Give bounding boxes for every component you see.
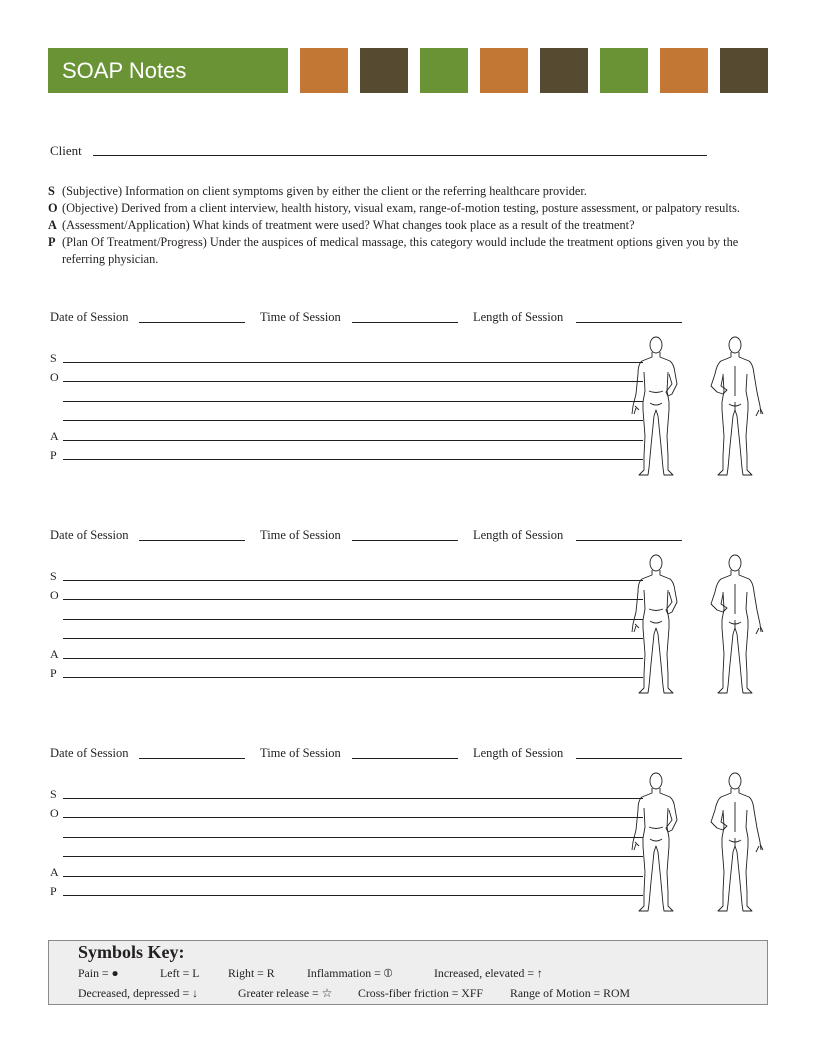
objective-line[interactable] [63,837,643,838]
header-color-square [420,48,468,93]
key-greater-release: Greater release = ☆ [238,986,333,1000]
header-color-square [360,48,408,93]
length-of-session-label: Length of Session [473,310,564,324]
client-label: Client [50,143,82,158]
front-body-outline-icon [630,772,682,919]
objective-line[interactable] [63,638,643,639]
header-color-square [480,48,528,93]
date-of-session-label: Date of Session [50,310,129,324]
objective-line[interactable] [63,817,643,818]
assessment-letter: A [50,429,59,443]
assessment-line[interactable] [63,658,643,659]
objective-letter: O [50,370,59,384]
definition-p: P (Plan Of Treatment/Progress) Under the auspices of medical massage, this category would include the treatment options given you by the referring physician. [48,235,739,266]
objective-line[interactable] [63,599,643,600]
date-of-session-field[interactable] [139,758,245,759]
objective-line[interactable] [63,401,643,402]
front-body-outline-icon [630,554,682,701]
objective-letter: O [50,806,59,820]
client-field[interactable] [93,155,707,156]
definition-o: O (Objective) Derived from a client interview, health history, visual exam, range-of-motion testing, posture assessment, or palpatory results. [48,201,740,215]
header-color-square [720,48,768,93]
key-range-of-motion: Range of Motion = ROM [510,986,631,1000]
length-of-session-field[interactable] [576,540,682,541]
subjective-letter: S [50,569,57,583]
key-left: Left = L [160,966,200,980]
objective-line[interactable] [63,619,643,620]
objective-letter: O [50,588,59,602]
key-cross-fiber-friction: Cross-fiber friction = XFF [358,986,483,1000]
subjective-line[interactable] [63,580,643,581]
page-title: SOAP Notes [48,48,288,93]
objective-line[interactable] [63,381,643,382]
header-color-square [300,48,348,93]
length-of-session-label: Length of Session [473,528,564,542]
key-inflammation: Inflammation = ⦶ [307,966,393,980]
time-of-session-field[interactable] [352,322,458,323]
assessment-line[interactable] [63,876,643,877]
subjective-line[interactable] [63,798,643,799]
assessment-letter: A [50,865,59,879]
time-of-session-label: Time of Session [260,528,341,542]
plan-line[interactable] [63,895,643,896]
time-of-session-field[interactable] [352,540,458,541]
back-body-outline-icon [705,772,765,919]
plan-letter: P [50,666,57,680]
key-increased: Increased, elevated = ↑ [434,966,543,980]
objective-line[interactable] [63,420,643,421]
date-of-session-label: Date of Session [50,528,129,542]
time-of-session-label: Time of Session [260,746,341,760]
length-of-session-label: Length of Session [473,746,564,760]
date-of-session-field[interactable] [139,540,245,541]
subjective-letter: S [50,351,57,365]
length-of-session-field[interactable] [576,758,682,759]
soap-definitions [48,183,760,268]
front-body-outline-icon [630,336,682,483]
assessment-line[interactable] [63,440,643,441]
header-color-square [540,48,588,93]
key-pain: Pain = ● [78,966,119,980]
key-decreased: Decreased, depressed = ↓ [78,986,198,1000]
plan-letter: P [50,884,57,898]
header-color-square [600,48,648,93]
symbols-key-title: Symbols Key: [78,942,185,962]
back-body-outline-icon [705,336,765,483]
key-right: Right = R [228,966,275,980]
objective-line[interactable] [63,856,643,857]
definition-a: A (Assessment/Application) What kinds of treatment were used? What changes took place as a result of the treatment? [48,218,635,232]
date-of-session-label: Date of Session [50,746,129,760]
date-of-session-field[interactable] [139,322,245,323]
plan-line[interactable] [63,459,643,460]
header-color-square [660,48,708,93]
definition-s: S (Subjective) Information on client symptoms given by either the client or the referring healthcare provider. [48,184,587,198]
time-of-session-label: Time of Session [260,310,341,324]
back-body-outline-icon [705,554,765,701]
plan-line[interactable] [63,677,643,678]
assessment-letter: A [50,647,59,661]
time-of-session-field[interactable] [352,758,458,759]
subjective-line[interactable] [63,362,643,363]
subjective-letter: S [50,787,57,801]
plan-letter: P [50,448,57,462]
length-of-session-field[interactable] [576,322,682,323]
